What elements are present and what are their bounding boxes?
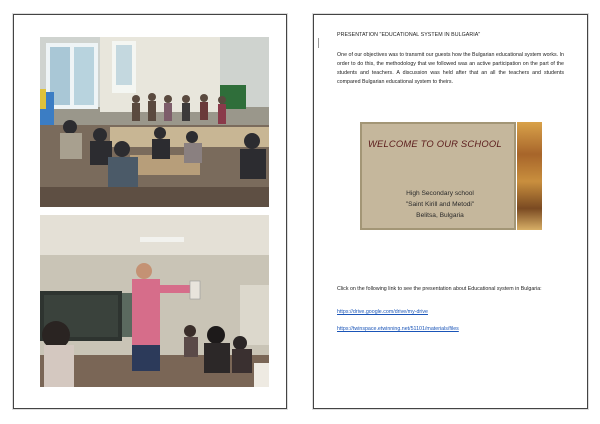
poster-welcome-text: WELCOME TO OUR SCHOOL [368, 138, 502, 149]
link-intro-text: Click on the following link to see the presentation about Educational system in Bulgaria: [337, 286, 542, 292]
classroom-photo [40, 37, 269, 207]
poster-location: Belitsa, Bulgaria [416, 212, 464, 219]
left-page [13, 14, 287, 409]
right-page [313, 14, 588, 409]
poster-panel [360, 122, 516, 230]
text-cursor [318, 38, 319, 48]
welcome-poster [360, 122, 542, 230]
twinspace-link[interactable]: https://twinspace.etwinning.net/51101/materials/files [337, 326, 459, 332]
intro-paragraph: One of our objectives was to transmit our guests how the Bulgarian educational system works. In order to do this, the methodology that we followed was an active participation on the part of the students and teachers. A discussion was held after that an all the teachers and students compared Bulgarian educational system to theirs. [337, 52, 564, 85]
poster-school-type: High Secondary school [406, 190, 474, 197]
teacher-experiment-photo [40, 215, 269, 387]
poster-decorative-strip [517, 122, 542, 230]
poster-school-name: "Saint Kirill and Metodi" [405, 201, 475, 208]
page-title: PRESENTATION "EDUCATIONAL SYSTEM IN BULGARIA" [337, 32, 481, 38]
google-drive-link[interactable]: https://drive.google.com/drive/my-drive [337, 309, 428, 315]
